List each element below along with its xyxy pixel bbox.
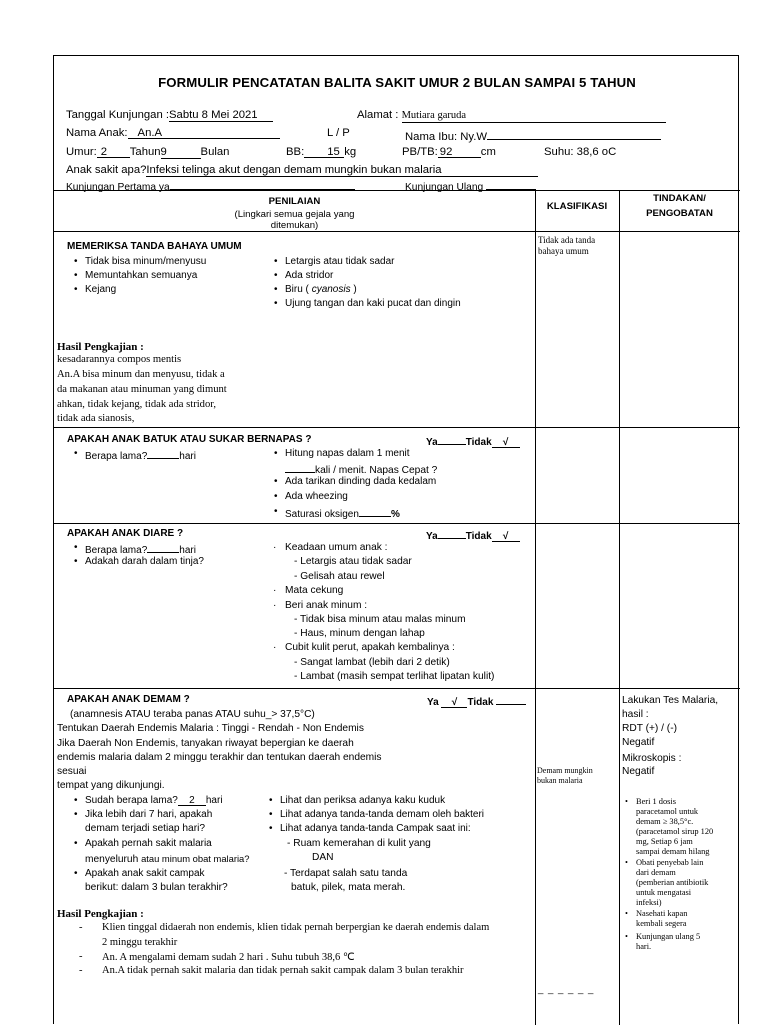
batuk-kali-text: kali / menit. Napas Cepat ? — [315, 465, 438, 476]
diare-ya-line[interactable] — [438, 528, 466, 539]
cyanosis-text: cyanosis — [311, 284, 351, 295]
bahaya-item[interactable]: • Letargis atau tidak sadar — [285, 256, 395, 267]
diare-ya: Ya — [426, 531, 438, 542]
umur-bulan-value: 9 — [160, 146, 167, 158]
demam-daerah[interactable]: Tentukan Daerah Endemis Malaria : Tinggi - Rendah - Non Endemis — [57, 723, 364, 734]
tindakan-line[interactable]: RDT (+) / (-) — [622, 723, 677, 734]
demam-item-cont: demam terjadi setiap hari? — [85, 823, 206, 834]
umur-label: Umur: — [66, 146, 97, 158]
col-divider-1 — [535, 190, 536, 1025]
bb-label: BB: — [286, 146, 305, 158]
demam-ya-line[interactable] — [441, 697, 467, 708]
nama-ibu-field — [405, 127, 661, 143]
diare-sub-item[interactable]: - Tidak bisa minum atau malas minum — [294, 614, 466, 625]
batuk-ya-tidak — [426, 434, 520, 448]
demam-item-cont: berikut: dalam 3 bulan terakhir? — [85, 882, 228, 893]
batuk-tidak-line[interactable] — [492, 437, 520, 448]
demam-right-sub-cont: batuk, pilek, mata merah. — [291, 882, 406, 893]
batuk-ya-line[interactable] — [438, 434, 466, 445]
dash-mark: - — [79, 965, 83, 976]
batuk-tidak: Tidak — [465, 437, 492, 448]
bahaya-item[interactable]: • Kejang — [85, 284, 116, 295]
menyeluruh-text: menyeluruh — [85, 854, 139, 865]
bahaya-item[interactable]: • Ujung tangan dan kaki pucat dan dingin — [285, 298, 461, 309]
bahaya-item[interactable]: • Memuntahkan semuanya — [85, 270, 197, 281]
dash-mark: - — [79, 951, 83, 962]
row-line-3 — [54, 688, 740, 689]
suhu-field: Suhu: 38,6 oC — [544, 146, 617, 158]
batuk-item[interactable]: • Ada wheezing — [285, 491, 348, 502]
demam-right-item[interactable]: • Lihat adanya tanda-tanda demam oleh bakteri — [280, 809, 484, 820]
tindakan-line: Negatif — [622, 737, 655, 748]
tindakan-text: (paracetamol sirup 120 — [636, 827, 714, 836]
diare-item[interactable]: Beri anak minum : — [285, 600, 368, 611]
demam-lama-line[interactable] — [178, 795, 206, 806]
row-line-1 — [54, 427, 740, 428]
diare-heading: APAKAH ANAK DIARE ? — [67, 528, 184, 539]
demam-ya-tidak — [427, 694, 526, 708]
pbtb-field — [402, 146, 496, 158]
demam-para-line: sesuai — [57, 766, 87, 777]
batuk-saturasi[interactable] — [285, 506, 400, 520]
batuk-kali-line[interactable] — [285, 462, 315, 473]
demam-lama-hari: hari — [205, 795, 223, 806]
bahaya-hasil-label: Hasil Pengkajian : — [57, 341, 144, 353]
demam-lama-label: Sudah berapa lama? — [85, 795, 178, 806]
alamat-value-line[interactable] — [402, 110, 666, 123]
cm-label: cm — [480, 146, 496, 158]
tindakan-text: hari. — [636, 942, 652, 951]
col-tindakan-header-1: TINDAKAN/ — [653, 193, 706, 204]
diare-keadaan[interactable]: Keadaan umum anak : — [285, 542, 388, 553]
bahaya-hasil-line: ahkan, tidak kejang, tidak ada stridor, — [57, 399, 217, 410]
col-klasifikasi-header: KLASIFIKASI — [546, 201, 608, 212]
alamat-value: Mutiara garuda — [401, 110, 467, 121]
demam-para-line: endemis malaria dalam 2 minggu terakhir dan tentukan daerah endemis — [57, 752, 382, 763]
diare-tidak-line[interactable] — [492, 531, 520, 542]
diare-sub-item[interactable]: - Sangat lambat (lebih dari 2 detik) — [294, 657, 450, 668]
demam-right-sub[interactable]: - Terdapat salah satu tanda — [284, 868, 408, 879]
biru-close: ) — [353, 284, 357, 295]
demam-hasil-line: Klien tinggal didaerah non endemis, klien tidak pernah berpergian ke daerah endemis dalam — [102, 922, 490, 933]
row-line-2 — [54, 523, 740, 524]
batuk-lama-label: Berapa lama? — [85, 451, 148, 462]
minum-obat-text: atau minum obat malaria? — [141, 853, 250, 864]
demam-right-item[interactable]: • Lihat dan periksa adanya kaku kuduk — [280, 795, 445, 806]
batuk-lama[interactable] — [85, 448, 196, 462]
demam-item[interactable]: • Apakah pernah sakit malaria — [85, 838, 212, 849]
sakit-apa-value: Infeksi telinga akut dengan demam mungkin bukan malaria — [146, 164, 442, 176]
diare-lama[interactable] — [85, 542, 196, 556]
bb-field — [286, 146, 356, 158]
batuk-lama-line[interactable] — [147, 448, 179, 459]
sakit-apa-field — [66, 164, 538, 177]
bulan-label: Bulan — [200, 146, 230, 158]
kunjungan-ulang-text: Kunjungan Ulang — [405, 182, 484, 193]
diare-check: √ — [502, 531, 509, 542]
alamat-field — [357, 109, 666, 123]
diare-dot: · — [273, 600, 277, 611]
bahaya-heading: MEMERIKSA TANDA BAHAYA UMUM — [67, 241, 242, 252]
diare-sub-item[interactable]: - Letargis atau tidak sadar — [294, 556, 412, 567]
diare-item[interactable]: • Adakah darah dalam tinja? — [85, 556, 204, 567]
diare-lama-line[interactable] — [147, 542, 179, 553]
batuk-item[interactable]: • Ada tarikan dinding dada kedalam — [285, 476, 436, 487]
klasifikasi-bottom-dash: _ _ _ _ _ _ — [538, 984, 595, 995]
diare-sub-item[interactable]: - Haus, minum dengan lahap — [294, 628, 425, 639]
diare-sub-item[interactable]: - Gelisah atau rewel — [294, 571, 385, 582]
bahaya-item[interactable]: • Tidak bisa minum/menyusu — [85, 256, 206, 267]
tindakan-text: (pemberian antibiotik — [636, 878, 709, 887]
demam-right-dan: DAN — [312, 852, 334, 863]
demam-ya: Ya — [427, 697, 439, 708]
tindakan-line: hasil : — [622, 709, 649, 720]
form-sheet — [53, 55, 739, 1024]
bahaya-hasil-line: tidak ada sianosis, — [57, 413, 135, 424]
tindakan-bullet: • — [625, 932, 628, 941]
tindakan-text: dari demam — [636, 868, 676, 877]
tindakan-text: sampai demam hilang — [636, 847, 710, 856]
diare-item[interactable]: Mata cekung — [285, 585, 344, 596]
diare-dot: · — [273, 542, 277, 553]
umur-tahun-line[interactable] — [97, 146, 130, 158]
nama-ibu-line[interactable] — [487, 127, 661, 140]
demam-hasil-line: An. A mengalami demam sudah 2 hari . Suhu tubuh 38,6 ℃ — [102, 952, 355, 963]
diare-ya-tidak — [426, 528, 520, 542]
bb-line[interactable] — [304, 146, 344, 158]
demam-para-line: Jika Daerah Non Endemis, tanyakan riwayat bepergian ke daerah — [57, 738, 354, 749]
kunjungan-pertama-line[interactable] — [170, 179, 355, 190]
kunjungan-ulang-line[interactable] — [486, 179, 536, 190]
bahaya-item[interactable]: • Ada stridor — [285, 270, 333, 281]
pbtb-line[interactable] — [438, 146, 481, 158]
demam-tidak-line[interactable] — [496, 694, 526, 705]
demam-anamnesis: (anamnesis ATAU teraba panas ATAU suhu_> 37,5°C) — [70, 709, 315, 720]
tindakan-text: Nasehati kapan — [636, 909, 688, 918]
tindakan-text: paracetamol untuk — [636, 807, 699, 816]
tanggal-field — [66, 109, 273, 122]
bahaya-hasil-line: kesadarannya compos mentis — [57, 354, 182, 365]
kunjungan-pertama-text: Kunjungan Pertama ya — [66, 182, 170, 193]
tindakan-bullet: • — [625, 909, 628, 918]
demam-hasil-label: Hasil Pengkajian : — [57, 908, 144, 920]
saturasi-line[interactable] — [359, 506, 391, 517]
tindakan-text: infeksi) — [636, 898, 662, 907]
tindakan-bullet: • — [625, 858, 628, 867]
header-bottom-line — [54, 231, 740, 232]
nama-anak-value-line[interactable] — [128, 127, 280, 139]
batuk-item[interactable]: • Hitung napas dalam 1 menit — [285, 448, 410, 459]
col-tindakan-header-2: PENGOBATAN — [646, 208, 713, 219]
tindakan-list-item — [636, 858, 708, 908]
table-top-line — [54, 190, 740, 191]
tindakan-text: Beri 1 dosis — [636, 797, 677, 806]
saturasi-percent: % — [390, 509, 400, 520]
bahaya-klasifikasi-line: Tidak ada tanda — [538, 235, 596, 245]
dash-mark: - — [79, 922, 83, 933]
col-penilaian-sub1: (Lingkari semua gejala yang — [234, 209, 355, 220]
nama-anak-label: Nama Anak: — [66, 127, 128, 139]
tindakan-text: Obati penyebab lain — [636, 858, 704, 867]
diare-lama-label: Berapa lama? — [85, 545, 148, 556]
tindakan-bullet: • — [625, 797, 628, 806]
lp-label[interactable]: L / P — [327, 127, 350, 139]
sakit-apa-label: Anak sakit apa? — [66, 164, 147, 176]
diare-dot: · — [273, 642, 277, 653]
form-title: FORMULIR PENCATATAN BALITA SAKIT UMUR 2 BULAN SAMPAI 5 TAHUN — [158, 75, 636, 90]
demam-item-cont — [85, 853, 249, 865]
demam-lama[interactable] — [85, 795, 223, 806]
bahaya-hasil-line: da makanan atau minuman yang dimunt — [57, 384, 227, 395]
alamat-label: Alamat : — [357, 109, 399, 121]
umur-field — [66, 146, 229, 159]
bb-value: 15 — [327, 146, 340, 158]
bahaya-klasifikasi-line: bahaya umum — [538, 246, 589, 256]
tanggal-value-line[interactable] — [169, 109, 273, 122]
col-divider-2 — [619, 190, 620, 1025]
diare-dot: · — [273, 585, 277, 596]
tindakan-list-item — [636, 909, 687, 929]
batuk-kali — [285, 462, 437, 476]
demam-hasil-line: An.A tidak pernah sakit malaria dan tidak pernah sakit campak dalam 3 bulan terakhir — [102, 965, 464, 976]
batuk-ya: Ya — [426, 437, 438, 448]
batuk-heading: APAKAH ANAK BATUK ATAU SUKAR BERNAPAS ? — [67, 434, 312, 445]
tindakan-line: Lakukan Tes Malaria, — [622, 695, 719, 706]
diare-lama-hari: hari — [179, 545, 196, 556]
tindakan-text: untuk mengatasi — [636, 888, 692, 897]
tindakan-line: Negatif — [622, 766, 655, 777]
tindakan-text: demam ≥ 38,5°c. — [636, 817, 694, 826]
tindakan-list-item — [636, 932, 700, 952]
demam-lama-value: 2 — [189, 795, 195, 806]
tindakan-line: Mikroskopis : — [622, 753, 682, 764]
bahaya-hasil-line: An.A bisa minum dan menyusu, tidak a — [57, 369, 225, 380]
demam-klasifikasi-line: bukan malaria — [537, 776, 583, 785]
demam-right-sub[interactable]: - Ruam kemerahan di kulit yang — [287, 838, 431, 849]
tindakan-text: kembali segera — [636, 919, 687, 928]
sakit-apa-line[interactable] — [146, 164, 538, 177]
nama-anak-field — [66, 127, 280, 139]
kg-label: kg — [344, 146, 357, 158]
tindakan-text: mg, Setiap 6 jam — [636, 837, 693, 846]
bahaya-item-biru[interactable] — [285, 284, 357, 295]
demam-klasifikasi-line: Demam mungkin — [537, 766, 593, 775]
demam-right-item[interactable]: • Lihat adanya tanda-tanda Campak saat ini: — [280, 823, 471, 834]
demam-tidak: Tidak — [467, 697, 494, 708]
demam-heading: APAKAH ANAK DEMAM ? — [67, 694, 190, 705]
demam-hasil-line: 2 minggu terakhir — [102, 937, 178, 948]
demam-item[interactable]: • Apakah anak sakit campak — [85, 868, 205, 879]
tahun-label: Tahun — [129, 146, 161, 158]
diare-item[interactable]: Cubit kulit perut, apakah kembalinya : — [285, 642, 455, 653]
batuk-check: √ — [502, 437, 509, 448]
diare-tidak: Tidak — [465, 531, 492, 542]
demam-check: √ — [451, 697, 458, 708]
tindakan-text: Kunjungan ulang 5 — [636, 932, 701, 941]
biru-text: Biru ( — [285, 284, 309, 295]
demam-item[interactable]: • Jika lebih dari 7 hari, apakah — [85, 809, 212, 820]
batuk-saturasi-label: Saturasi oksigen — [285, 509, 359, 520]
batuk-lama-hari: hari — [179, 451, 196, 462]
col-penilaian-header: PENILAIAN — [268, 196, 321, 207]
nama-ibu-label: Nama Ibu: — [405, 131, 458, 143]
tindakan-list-item — [636, 797, 713, 857]
nama-anak-value: An.A — [137, 127, 163, 139]
tanggal-value: Sabtu 8 Mei 2021 — [169, 109, 258, 121]
tanggal-label: Tanggal Kunjungan : — [66, 109, 170, 121]
col-penilaian-sub2: ditemukan) — [270, 220, 319, 231]
demam-para-line: tempat yang dikunjungi. — [57, 780, 165, 791]
umur-bulan-line[interactable] — [161, 146, 201, 159]
umur-tahun-value: 2 — [100, 146, 108, 158]
pbtb-label: PB/TB: — [402, 146, 438, 158]
diare-sub-item[interactable]: - Lambat (masih sempat terlihat lipatan kulit) — [294, 671, 495, 682]
nama-ibu-value: Ny.W — [460, 131, 488, 143]
pbtb-value: 92 — [439, 146, 453, 158]
